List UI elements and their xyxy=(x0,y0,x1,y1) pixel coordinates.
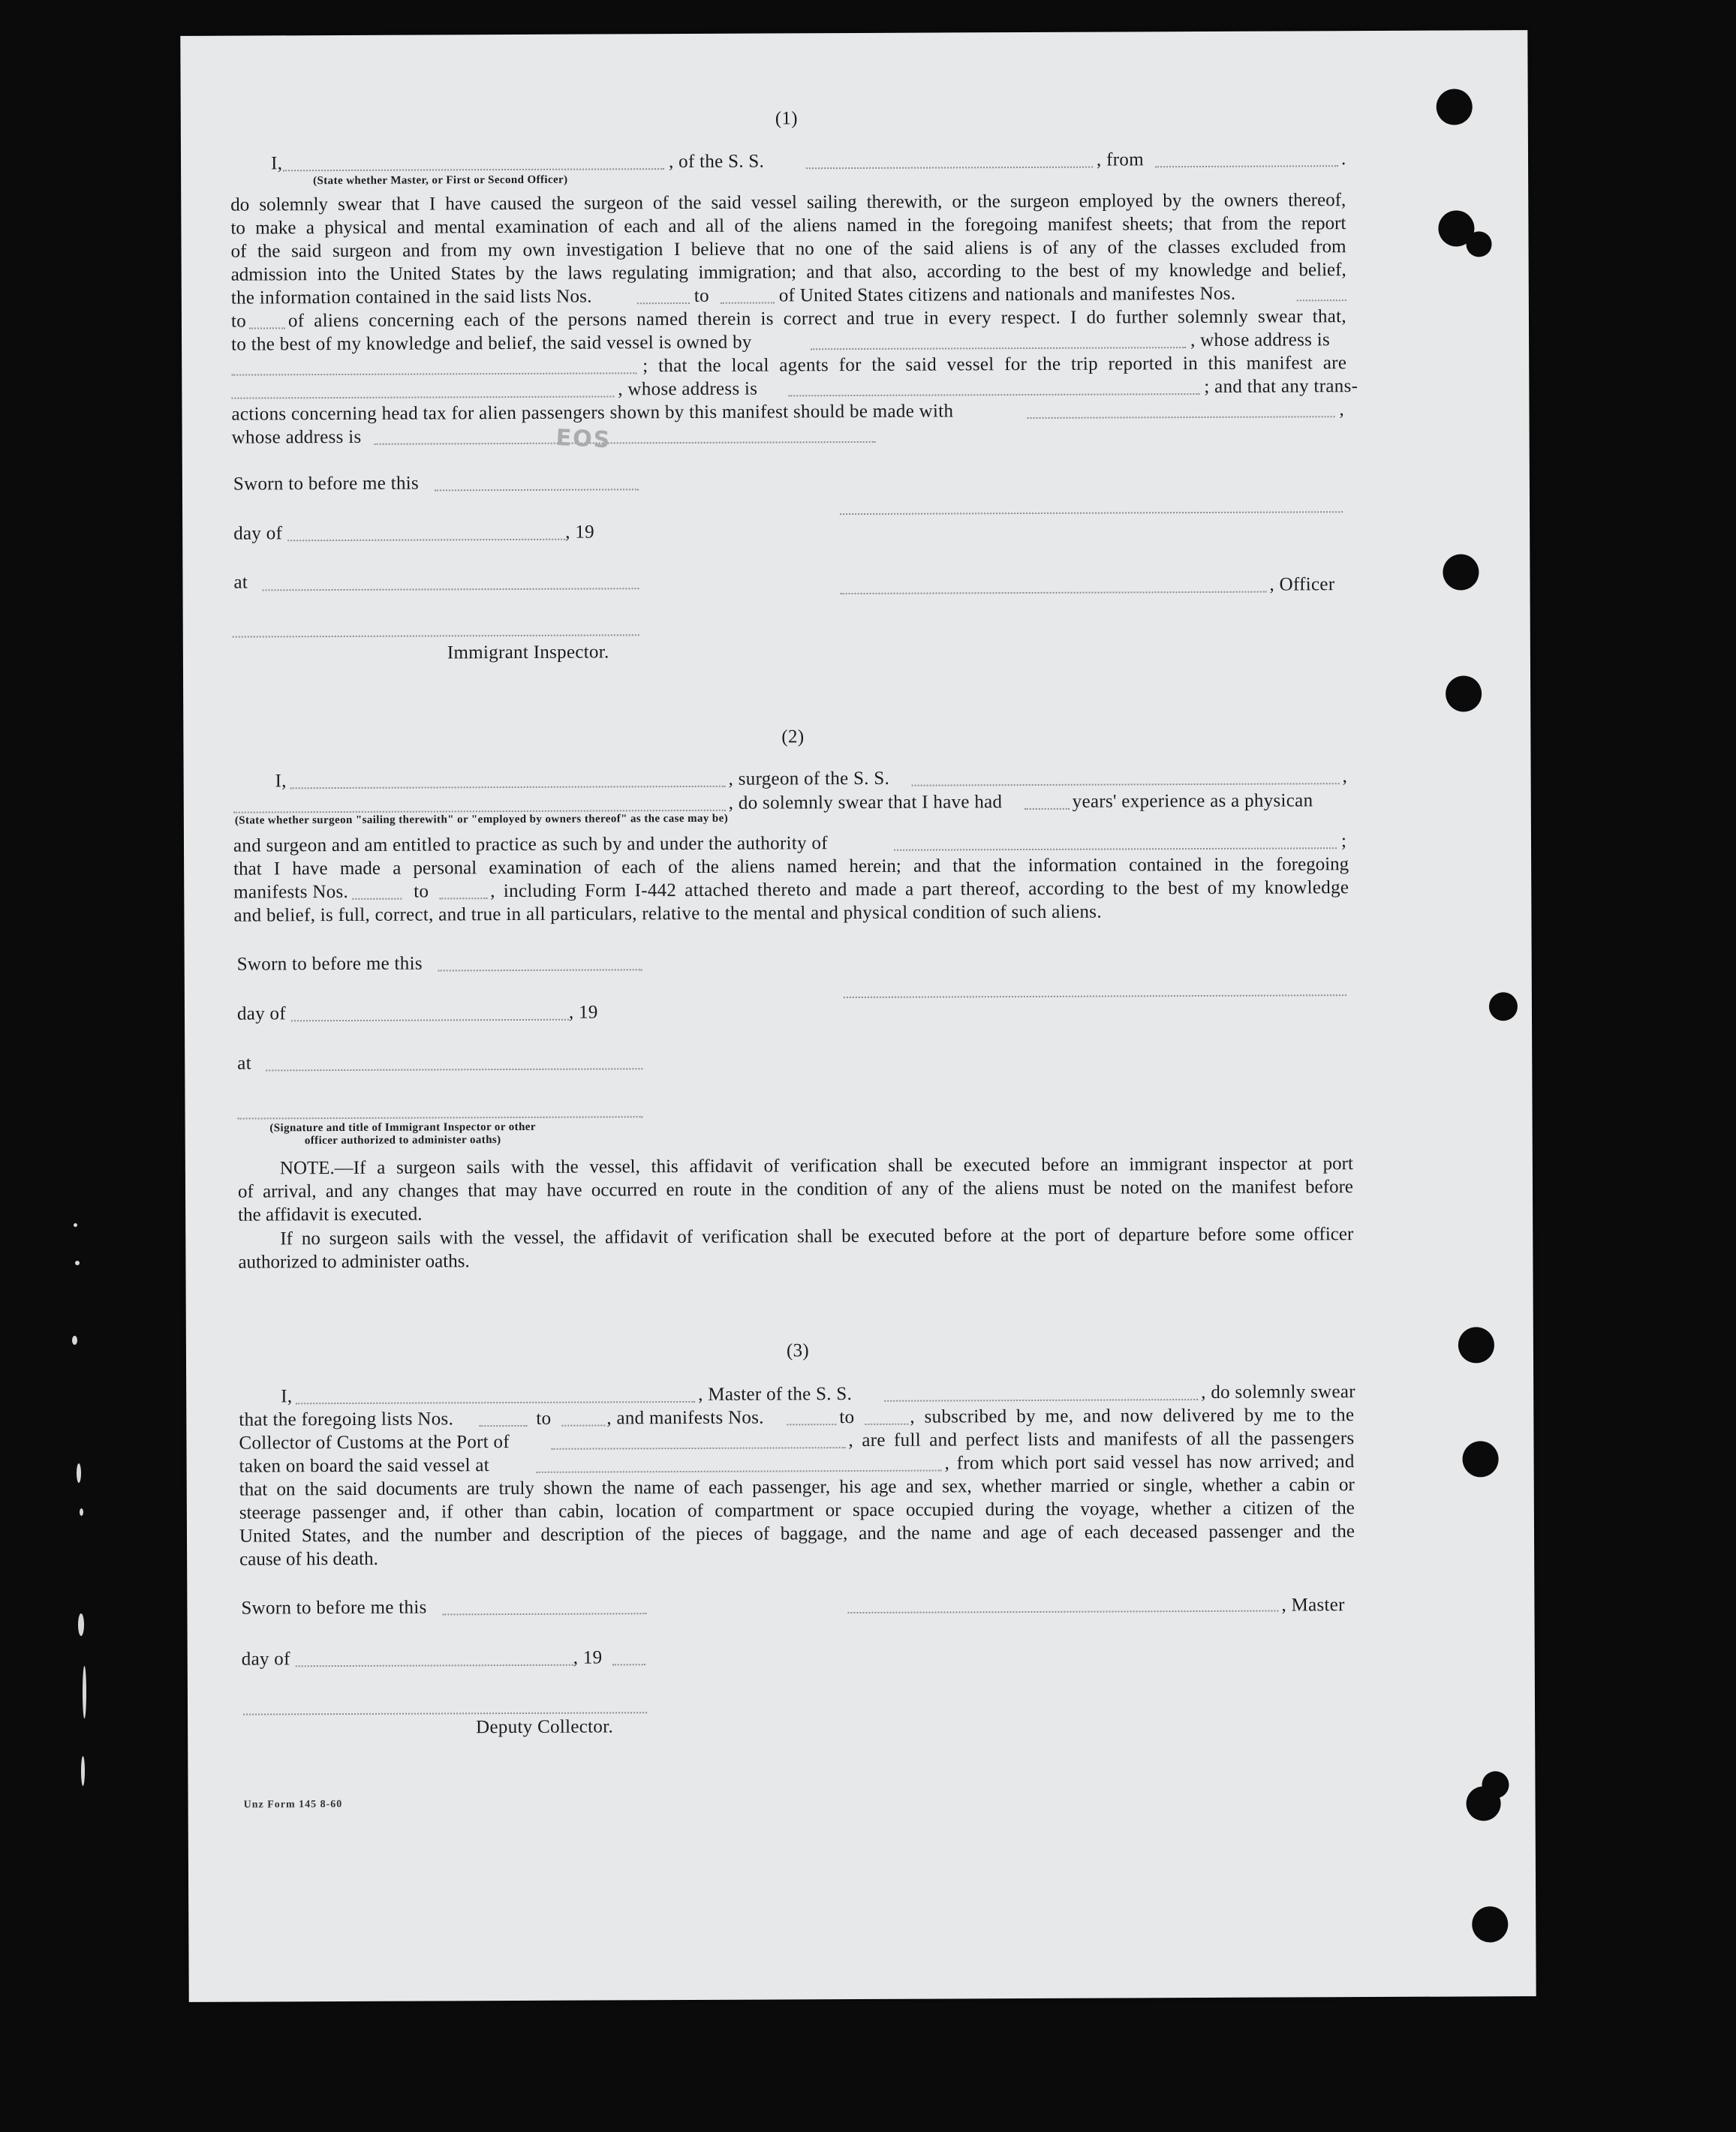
film-speck xyxy=(74,1223,77,1227)
subscribed-label: , subscribed by me, and now delivered by me to the xyxy=(910,1405,1355,1427)
pronoun-i: I, xyxy=(275,771,287,792)
port-blank[interactable] xyxy=(552,1447,846,1450)
section-3-number: (3) xyxy=(786,1340,810,1361)
day-of-label-3: day of xyxy=(241,1649,290,1670)
at-label-2: at xyxy=(237,1053,251,1074)
whose-address-label: , whose address is xyxy=(618,378,758,400)
day-of-label-1: day of xyxy=(233,523,283,544)
surgeon-statement-line: that I have made a personal examination of each of the aliens named herein; and that the information contained in the foregoing xyxy=(233,854,1349,880)
taken-on-board-label: taken on board the said vessel at xyxy=(239,1455,490,1477)
surgeon-line-1 xyxy=(233,765,1349,792)
film-speck xyxy=(83,1666,86,1719)
punch-hole xyxy=(1443,554,1479,590)
master-statement-line: cause of his death. xyxy=(239,1548,378,1570)
pronoun-i: I, xyxy=(281,1386,293,1407)
manifest-to-blank[interactable] xyxy=(865,1424,908,1425)
sworn-date-blank-3[interactable] xyxy=(442,1613,646,1615)
note-paragraph xyxy=(238,1152,1353,1226)
place-blank-1[interactable] xyxy=(263,588,639,591)
year-blank-3[interactable] xyxy=(612,1664,645,1665)
aliens-statement: of aliens concerning each of the persons named therein is correct and true in every respect. I do further solemnly swear that, xyxy=(287,306,1346,332)
manifests-nos-label: , and manifests Nos. xyxy=(606,1407,764,1429)
of-ss-label: , of the S. S. xyxy=(668,151,765,173)
note-line: NOTE.—If a surgeon sails with the vessel, this affidavit of verification shall be executed before an immigrant inspector at port xyxy=(279,1153,1353,1179)
from-port-blank[interactable] xyxy=(1155,165,1338,167)
owner-address-blank[interactable] xyxy=(231,372,636,375)
pronoun-i: I, xyxy=(270,153,283,174)
list-from-blank[interactable] xyxy=(479,1425,527,1427)
film-speck xyxy=(78,1613,84,1636)
officer-caption: (State whether Master, or First or Second Officer) xyxy=(313,173,568,188)
vessel-name-blank[interactable] xyxy=(806,167,1093,170)
punch-hole xyxy=(1472,1906,1508,1942)
authority-blank[interactable] xyxy=(894,847,1337,851)
master-label: , Master xyxy=(1281,1595,1345,1616)
surgeon-vessel-blank[interactable] xyxy=(912,783,1340,786)
head-tax-label: actions concerning head tax for alien passengers shown by this manifest should be made with xyxy=(231,401,954,425)
semicolon: ; xyxy=(1340,831,1347,852)
surgeon-of-ss-label: , surgeon of the S. S. xyxy=(728,768,890,789)
manifest-to-blank[interactable] xyxy=(249,327,285,329)
manifest-no-blank[interactable] xyxy=(1297,299,1346,301)
oath-line: of the said surgeon and from my own investigation I believe that no one of the said aliens is of any of the classes excluded from xyxy=(230,236,1346,262)
list-to-blank[interactable] xyxy=(561,1424,605,1426)
sworn-label-1: Sworn to before me this xyxy=(233,473,420,495)
citizens-manifests-label: of United States citizens and nationals and manifestes Nos. xyxy=(778,283,1236,306)
transactions-label: ; and that any trans- xyxy=(1204,376,1358,397)
whose-address-label: , whose address is xyxy=(1190,329,1331,351)
month-blank-2[interactable] xyxy=(291,1019,569,1022)
sworn-date-blank-1[interactable] xyxy=(435,489,639,491)
period: . xyxy=(1340,149,1346,170)
comma: , xyxy=(1339,399,1345,420)
years-experience-blank[interactable] xyxy=(1024,808,1070,810)
master-statement-line: that on the said documents are truly shown the name of each passenger, his age and sex, whether married or single, whether a cabin or xyxy=(239,1475,1355,1500)
departure-port-blank[interactable] xyxy=(537,1470,942,1473)
signature-blank-2[interactable] xyxy=(844,994,1346,998)
punch-hole xyxy=(1462,1441,1498,1477)
manifest-from-blank[interactable] xyxy=(352,898,402,900)
film-speck xyxy=(75,1261,80,1265)
note-line: of arrival, and any changes that may have occurred en route in the condition of any of the aliens must be noted on the manifest before xyxy=(237,1177,1354,1202)
master-line-1 xyxy=(239,1380,1355,1407)
punch-hole xyxy=(1466,231,1491,257)
manifests-nos-label: manifests Nos. xyxy=(233,881,349,903)
year-label-3: , 19 xyxy=(573,1647,603,1668)
month-blank-3[interactable] xyxy=(296,1664,573,1667)
note-paragraph-2 xyxy=(238,1222,1353,1273)
surgeon-line-3 xyxy=(233,829,1349,856)
from-label: , from xyxy=(1096,149,1144,170)
to-label: to xyxy=(839,1407,855,1428)
master-name-blank[interactable] xyxy=(296,1401,695,1404)
film-speck xyxy=(72,1336,77,1345)
experience-physician-label: years' experience as a physican xyxy=(1072,790,1313,812)
whose-address-label: whose address is xyxy=(231,426,362,448)
manifest-from-blank[interactable] xyxy=(787,1424,836,1425)
solemnly-swear-label: , do solemnly swear xyxy=(1201,1382,1355,1403)
sworn-date-blank-2[interactable] xyxy=(438,969,642,971)
sworn-label-2: Sworn to before me this xyxy=(236,953,423,975)
oath-line: admission into the United States by the laws regulating immigration; and that also, according to the best of my knowledge and belief, xyxy=(230,260,1346,285)
oath-intro-line xyxy=(270,147,1346,174)
officer-name-blank[interactable] xyxy=(283,168,664,171)
month-blank-1[interactable] xyxy=(287,539,565,542)
to-label: to xyxy=(230,311,247,332)
punch-hole xyxy=(1458,1327,1494,1363)
list-to-blank[interactable] xyxy=(721,302,775,303)
note-line: authorized to administer oaths. xyxy=(238,1251,470,1273)
master-vessel-blank[interactable] xyxy=(884,1399,1198,1402)
to-label: to xyxy=(536,1408,552,1429)
signature-caption xyxy=(245,1121,561,1148)
section-1-number: (1) xyxy=(775,108,798,129)
head-tax-party-blank[interactable] xyxy=(1027,416,1335,419)
faint-stamp: EOS xyxy=(555,424,612,454)
agent-address-blank[interactable] xyxy=(788,393,1199,396)
document-page xyxy=(180,30,1536,2002)
film-speck xyxy=(77,1463,81,1483)
at-label-1: at xyxy=(233,572,248,593)
manifest-to-blank[interactable] xyxy=(439,898,487,899)
lists-nos-label: that the foregoing lists Nos. xyxy=(239,1409,454,1430)
master-signature-blank[interactable] xyxy=(847,1610,1278,1614)
owned-by-label: to the best of my knowledge and belief, the said vessel is owned by xyxy=(231,332,752,355)
signature-blank-1[interactable] xyxy=(840,511,1343,515)
oath-line: do solemnly swear that I have caused the surgeon of the said vessel sailing therewith, or the surgeon employed by the owners thereof, xyxy=(230,190,1346,215)
form-number: Unz Form 145 8-60 xyxy=(243,1799,343,1811)
to-label: to xyxy=(693,285,709,306)
oath-line: to make a physical and mental examination of each and all of the aliens named in the foregoing manifest sheets; that from the report xyxy=(230,213,1346,239)
master-statement-line: steerage passenger and, if other than cabin, location of compartment or space occupied during the voyage, whether a citizen of the xyxy=(239,1498,1355,1523)
deputy-collector-label: Deputy Collector. xyxy=(476,1716,614,1738)
master-statement xyxy=(239,1473,1355,1571)
year-label-2: , 19 xyxy=(568,1002,598,1023)
lists-nos-label: the information contained in the said lists Nos. xyxy=(230,286,592,308)
punch-hole xyxy=(1446,675,1482,711)
film-speck xyxy=(81,1756,85,1786)
officer-label: , Officer xyxy=(1269,574,1335,595)
signature-caption-line-1: (Signature and title of Immigrant Inspector or other xyxy=(269,1120,536,1135)
full-perfect-label: , are full and perfect lists and manifests of all the passengers xyxy=(848,1428,1355,1451)
owner-name-blank[interactable] xyxy=(811,347,1186,350)
punch-hole xyxy=(1489,992,1518,1021)
local-agents-label: ; that the local agents for the said vessel for the trip reported in this manifest are xyxy=(642,353,1347,377)
form-i442-label: , including Form I-442 attached thereto and made a part thereof, according to the best of my knowledge xyxy=(490,877,1349,902)
head-tax-address-blank[interactable] xyxy=(375,441,876,445)
surgeon-name-blank[interactable] xyxy=(290,786,726,789)
year-label-1: , 19 xyxy=(565,522,594,543)
to-label: to xyxy=(414,881,429,902)
oath-line-head-tax xyxy=(231,398,1346,425)
surgeon-status-caption: (State whether surgeon "sailing therewith" or "employed by owners thereof" as the case may be) xyxy=(234,812,729,827)
punch-hole xyxy=(1437,89,1473,125)
authority-label: and surgeon and am entitled to practice as such by and under the authority of xyxy=(233,833,828,856)
master-statement-line: United States, and the number and description of the pieces of baggage, and the name and age of each deceased passenger and the xyxy=(239,1521,1355,1547)
swear-experience-label: , do solemnly swear that I have had xyxy=(728,792,1003,813)
punch-hole xyxy=(1466,1786,1500,1821)
agent-name-blank[interactable] xyxy=(231,395,614,398)
master-of-ss-label: , Master of the S. S. xyxy=(698,1384,853,1405)
surgeon-line-6: and belief, is full, correct, and true in all particulars, relative to the mental and physical condition of such aliens. xyxy=(233,901,1102,926)
signature-caption-line-2: officer authorized to administer oaths) xyxy=(304,1134,501,1147)
note-line: the affidavit is executed. xyxy=(238,1204,423,1225)
sworn-label-3: Sworn to before me this xyxy=(241,1597,427,1619)
day-of-label-2: day of xyxy=(236,1003,287,1024)
comma: , xyxy=(1342,766,1348,787)
film-speck xyxy=(80,1508,83,1516)
inspector-signature-blank[interactable] xyxy=(233,634,639,637)
note-line: If no surgeon sails with the vessel, the affidavit of verification shall be executed before at the port of departure before some officer xyxy=(280,1224,1354,1249)
inspector-signature-blank-2[interactable] xyxy=(238,1116,643,1119)
section-1-oath-text xyxy=(230,188,1346,286)
officer-signature-blank[interactable] xyxy=(841,591,1267,594)
immigrant-inspector-label: Immigrant Inspector. xyxy=(447,642,609,663)
arrived-label: , from which port said vessel has now arrived; and xyxy=(944,1451,1355,1474)
collector-port-label: Collector of Customs at the Port of xyxy=(239,1432,510,1454)
place-blank-2[interactable] xyxy=(266,1068,642,1071)
section-2-number: (2) xyxy=(781,726,805,747)
list-from-blank[interactable] xyxy=(637,302,690,304)
